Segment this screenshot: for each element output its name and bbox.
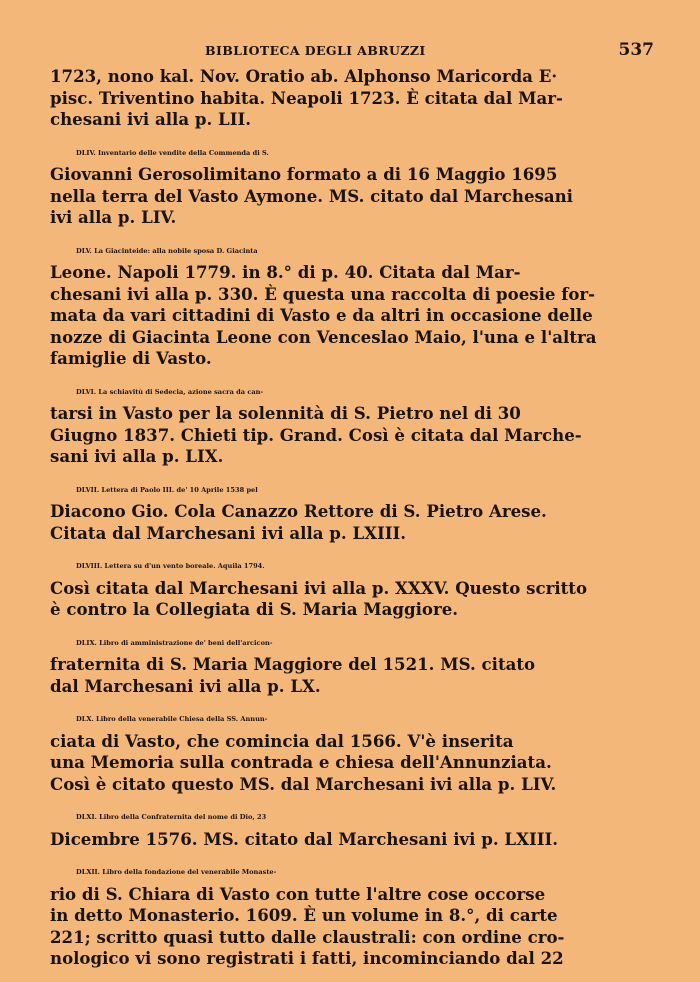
entry-dlv (50, 241, 662, 370)
entry-dlix (50, 633, 662, 698)
book-page (50, 40, 662, 982)
text-line: in detto Monasterio. 1609. È un volume in 8.°, di carte (50, 905, 558, 925)
text-line: 221; scritto quasi tutto dalle claustrali: con ordine cro- (50, 926, 565, 947)
text-line: DLV. La Giacinteide: alla nobile sposa D. Giacinta (76, 246, 258, 255)
running-head: BIBLIOTECA DEGLI ABRUZZI (205, 43, 426, 58)
text-line: una Memoria sulla contrada e chiesa dell'Annunziata. (50, 752, 552, 772)
text-line: DLXII. Libro della fondazione del venerabile Monaste- (76, 868, 277, 876)
entry-dlx (50, 709, 662, 795)
text-line: DLVI. La schiavitù di Sedecia, azione sacra da can- (76, 387, 264, 396)
entry-dlvi (50, 382, 662, 468)
text-line: è contro la Collegiata di S. Maria Maggiore. (50, 599, 459, 619)
text-line: nozze di Giacinta Leone con Venceslao Maio, l'una e l'altra (50, 326, 597, 347)
entry-continued (50, 66, 662, 131)
text-line: DLIX. Libro di amministrazione de' beni dell'arcicon- (76, 638, 273, 647)
text-line: famiglie di Vasto. (50, 348, 212, 368)
text-line: Dicembre 1576. MS. citato dal Marchesani ivi p. LXIII. (50, 828, 559, 849)
text-line: tarsi in Vasto per la solennità di S. Pietro nel di 30 (50, 403, 521, 423)
text-line: dal Marchesani ivi alla p. LX. (50, 675, 321, 696)
text-line: chesani ivi alla p. LII. (50, 109, 252, 129)
text-line: Giugno 1837. Chieti tip. Grand. Così è citata dal Marche- (50, 424, 582, 445)
text-line: Giovanni Gerosolimitano formato a di 16 Maggio 1695 (50, 164, 558, 184)
entry-dlxii (50, 862, 662, 970)
text-line: fraternita di S. Maria Maggiore del 1521. MS. citato (50, 654, 536, 674)
page-header (50, 40, 662, 64)
text-line: DLIV. Inventario delle vendite della Commenda di S. (76, 148, 269, 157)
entry-dlxi (50, 807, 662, 850)
text-line: DLVIII. Lettera su d'un vento boreale. Aquila 1794. (76, 562, 265, 570)
text-line: DLVII. Lettera di Paolo III. de' 10 Aprile 1538 pel (76, 485, 258, 494)
page-number: 537 (618, 40, 654, 60)
entry-dlviii (50, 556, 662, 621)
text-line: nella terra del Vasto Aymone. MS. citato dal Marchesani (50, 185, 573, 206)
text-line: DLX. Libro della venerabile Chiesa della SS. Annun- (76, 715, 268, 723)
text-line: Diacono Gio. Cola Canazzo Rettore di S. Pietro Arese. (50, 501, 547, 521)
text-line: ciata di Vasto, che comincia dal 1566. V'è inserita (50, 730, 514, 751)
text-line: rio di S. Chiara di Vasto con tutte l'altre cose occorse (50, 883, 546, 904)
entry-dlvii (50, 480, 662, 545)
text-line: pisc. Triventino habita. Neapoli 1723. È citata dal Mar- (50, 87, 563, 108)
text-line: sani ivi alla p. LIX. (50, 446, 224, 466)
text-line: Citata dal Marchesani ivi alla p. LXIII. (50, 522, 407, 543)
text-line: DLXI. Libro della Confraternita del nome di Dio, 23 (76, 813, 267, 821)
text-line: 1723, nono kal. Nov. Oratio ab. Alphonso Maricorda E· (50, 66, 558, 86)
text-line: chesani ivi alla p. 330. È questa una raccolta di poesie for- (50, 283, 596, 304)
text-line: Leone. Napoli 1779. in 8.° di p. 40. Citata dal Mar- (50, 262, 521, 282)
text-line: Così citata dal Marchesani ivi alla p. XXXV. Questo scritto (50, 577, 588, 598)
text-line: ivi alla p. LIV. (50, 207, 177, 227)
text-line: Così è citato questo MS. dal Marchesani ivi alla p. LIV. (50, 773, 557, 794)
text-line: mata da vari cittadini di Vasto e da altri in occasione delle (50, 305, 593, 325)
text-line: nologico vi sono registrati i fatti, incominciando dal 22 (50, 948, 564, 968)
entry-dliv (50, 143, 662, 229)
